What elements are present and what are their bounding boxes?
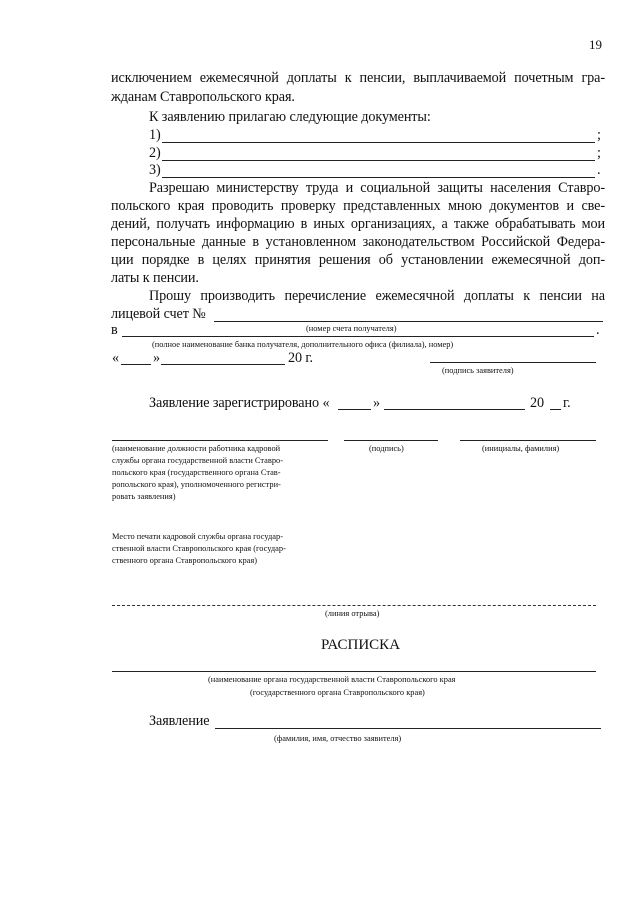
- consent-text-line: польского края проводить проверку представленных мною документов и све-: [111, 198, 605, 214]
- applicant-name-caption: (фамилия, имя, отчество заявителя): [274, 734, 402, 743]
- date-month-field[interactable]: [161, 364, 285, 365]
- attachment-number: 3): [149, 162, 161, 178]
- position-caption-line: ровать заявления): [112, 492, 176, 501]
- paragraph-text-line: исключением ежемесячной доплаты к пенсии, выплачиваемой почетным гра-: [111, 70, 605, 86]
- attachment-end: .: [597, 162, 601, 178]
- attachment-field-3[interactable]: [162, 177, 595, 178]
- receipt-org-field[interactable]: [112, 671, 596, 672]
- attachment-field-2[interactable]: [162, 160, 595, 161]
- registration-close-quote: »: [373, 395, 380, 411]
- receipt-title: РАСПИСКА: [321, 637, 401, 653]
- tear-line: [112, 605, 596, 606]
- bank-name-field[interactable]: [122, 336, 594, 337]
- position-caption-line: ропольского края), уполномоченного регистри-: [112, 480, 281, 489]
- bank-prefix: в: [111, 322, 118, 338]
- attachment-end: ;: [597, 127, 601, 143]
- registration-label: Заявление зарегистрировано «: [149, 395, 330, 411]
- date-day-field[interactable]: [121, 364, 151, 365]
- stamp-caption-line: ственной власти Ставропольского края (государ-: [112, 544, 286, 553]
- stamp-caption-line: Место печати кадровой службы органа государ-: [112, 532, 283, 541]
- officer-signature-caption: (подпись): [369, 444, 404, 453]
- consent-text-line: дений, получать информацию в иных организациях, а также обрабатывать мои: [111, 216, 605, 232]
- registration-year-suffix: г.: [563, 395, 571, 411]
- officer-position-field[interactable]: [112, 440, 328, 441]
- position-caption-line: польского края (государственного органа Став-: [112, 468, 281, 477]
- officer-name-field[interactable]: [460, 440, 596, 441]
- registration-day-field[interactable]: [338, 409, 371, 410]
- registration-year: 20: [530, 395, 544, 411]
- officer-name-caption: (инициалы, фамилия): [482, 444, 560, 453]
- registration-month-field[interactable]: [384, 409, 525, 410]
- attachment-end: ;: [597, 145, 601, 161]
- officer-signature-field[interactable]: [344, 440, 438, 441]
- attachment-field-1[interactable]: [162, 142, 595, 143]
- attachment-number: 1): [149, 127, 161, 143]
- registration-year-field[interactable]: [550, 409, 561, 410]
- account-label: лицевой счет №: [111, 306, 206, 322]
- position-caption-line: (наименование должности работника кадровой: [112, 444, 281, 453]
- org-caption-line: (наименование органа государственной власти Ставропольского края: [208, 675, 456, 684]
- date-close-quote: »: [153, 350, 160, 366]
- bank-end: .: [596, 322, 600, 338]
- consent-text-line: персональные данные в установленном законодательством Российской Федера-: [111, 234, 605, 250]
- applicant-name-field[interactable]: [215, 728, 601, 729]
- org-caption-line: (государственного органа Ставропольского края): [250, 688, 425, 697]
- position-caption-line: службы органа государственной власти Ставро-: [112, 456, 283, 465]
- attachment-number: 2): [149, 145, 161, 161]
- tear-line-caption: (линия отрыва): [325, 609, 380, 618]
- transfer-text-line: Прошу производить перечисление ежемесячной доплаты к пенсии на: [149, 288, 605, 304]
- date-open-quote: «: [112, 350, 119, 366]
- account-number-field[interactable]: [214, 321, 603, 322]
- page-number: 19: [589, 37, 602, 52]
- signature-caption: (подпись заявителя): [442, 366, 514, 375]
- applicant-signature-field[interactable]: [430, 362, 596, 363]
- bank-caption: (полное наименование банка получателя, дополнительного офиса (филиала), номер): [152, 340, 454, 349]
- account-caption: (номер счета получателя): [306, 324, 397, 333]
- statement-label: Заявление: [149, 713, 210, 729]
- consent-text-line: ции порядке в целях принятия решения об установлении ежемесячной доп-: [111, 252, 605, 268]
- attachments-intro: К заявлению прилагаю следующие документы:: [149, 109, 431, 125]
- consent-text-line: Разрешаю министерству труда и социальной защиты населения Ставро-: [149, 180, 605, 196]
- paragraph-text-line: жданам Ставропольского края.: [111, 89, 295, 105]
- stamp-caption-line: ственного органа Ставропольского края): [112, 556, 257, 565]
- consent-text-line: латы к пенсии.: [111, 270, 199, 286]
- date-year: 20 г.: [288, 350, 313, 366]
